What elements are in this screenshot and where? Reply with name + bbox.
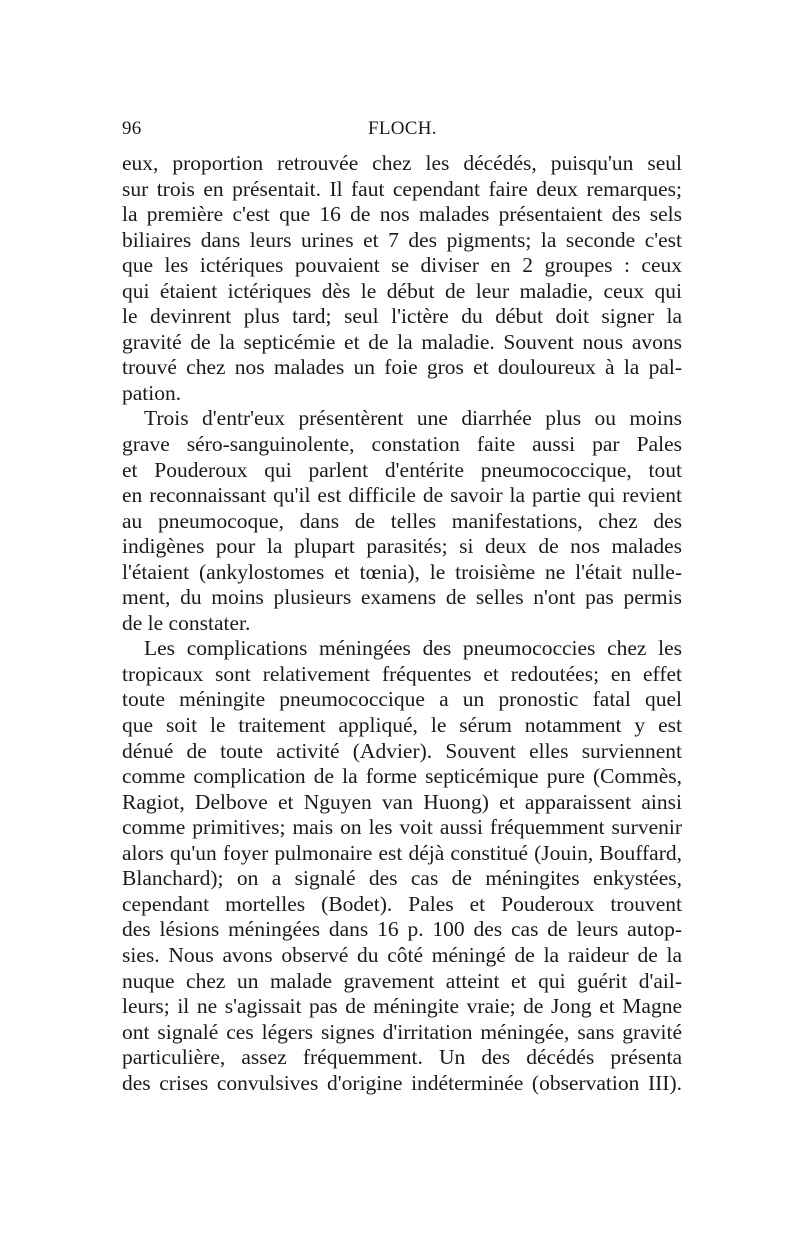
text-line: Trois d'entr'eux présentèrent une diarrhée plus ou moins xyxy=(144,406,682,431)
text-line: dénué de toute activité (Advier). Souvent elles surviennent xyxy=(122,738,682,763)
text-line: leurs; il ne s'agissait pas de méningite vraie; de Jong et Magne xyxy=(122,994,682,1019)
text-line: et Pouderoux qui parlent d'entérite pneumococcique, tout xyxy=(122,457,682,482)
text-line: comme complication de la forme septicémique pure (Commès, xyxy=(122,764,682,789)
text-line: que les ictériques pouvaient se diviser en 2 groupes : ceux xyxy=(122,253,682,278)
text-line: que soit le traitement appliqué, le sérum notamment y est xyxy=(122,713,682,738)
text-line: des crises convulsives d'origine indéterminée (observation III). xyxy=(122,1070,682,1095)
text-line: gravité de la septicémie et de la maladie. Souvent nous avons xyxy=(122,329,682,354)
text-line: toute méningite pneumococcique a un pronostic fatal quel xyxy=(122,687,682,712)
text-line: la première c'est que 16 de nos malades présentaient des sels xyxy=(122,202,682,227)
text-line: trouvé chez nos malades un foie gros et douloureux à la pal- xyxy=(122,355,682,380)
running-head xyxy=(122,118,682,142)
text-line: nuque chez un malade gravement atteint et qui guérit d'ail- xyxy=(122,968,682,993)
text-line: sur trois en présentait. Il faut cependant faire deux remarques; xyxy=(122,176,682,201)
text-line: des lésions méningées dans 16 p. 100 des cas de leurs autop- xyxy=(122,917,682,942)
text-line: alors qu'un foyer pulmonaire est déjà constitué (Jouin, Bouffard, xyxy=(122,840,682,865)
body-text xyxy=(122,151,682,1096)
text-line: comme primitives; mais on les voit aussi fréquemment survenir xyxy=(122,815,682,840)
text-line: grave séro-sanguinolente, constation faite aussi par Pales xyxy=(122,432,682,457)
text-line: de le constater. xyxy=(122,610,251,635)
text-line: Les complications méningées des pneumococcies chez les xyxy=(144,636,682,661)
page-number: 96 xyxy=(122,118,142,139)
text-line: cependant mortelles (Bodet). Pales et Pouderoux trouvent xyxy=(122,891,682,916)
text-line: ont signalé ces légers signes d'irritation méningée, sans gravité xyxy=(122,1019,682,1044)
text-line: le devinrent plus tard; seul l'ictère du début doit signer la xyxy=(122,304,682,329)
text-line: l'étaient (ankylostomes et tœnia), le troisième ne l'était nulle- xyxy=(122,559,682,584)
text-line: qui étaient ictériques dès le début de leur maladie, ceux qui xyxy=(122,278,682,303)
text-line: Blanchard); on a signalé des cas de méningites enkystées, xyxy=(122,866,682,891)
text-line: ment, du moins plusieurs examens de selles n'ont pas permis xyxy=(122,585,682,610)
text-line: pation. xyxy=(122,380,182,405)
text-line: eux, proportion retrouvée chez les décédés, puisqu'un seul xyxy=(122,151,682,175)
text-line: biliaires dans leurs urines et 7 des pigments; la seconde c'est xyxy=(122,227,682,252)
running-title: FLOCH. xyxy=(368,118,437,139)
text-line: Ragiot, Delbove et Nguyen van Huong) et apparaissent ainsi xyxy=(122,789,682,814)
text-line: sies. Nous avons observé du côté méningé de la raideur de la xyxy=(122,942,682,967)
text-line: indigènes pour la plupart parasités; si deux de nos malades xyxy=(122,534,682,559)
text-line: particulière, assez fréquemment. Un des décédés présenta xyxy=(122,1045,682,1070)
text-line: tropicaux sont relativement fréquentes et redoutées; en effet xyxy=(122,661,682,686)
text-line: au pneumocoque, dans de telles manifestations, chez des xyxy=(122,508,682,533)
text-line: en reconnaissant qu'il est difficile de savoir la partie qui revient xyxy=(122,483,682,508)
